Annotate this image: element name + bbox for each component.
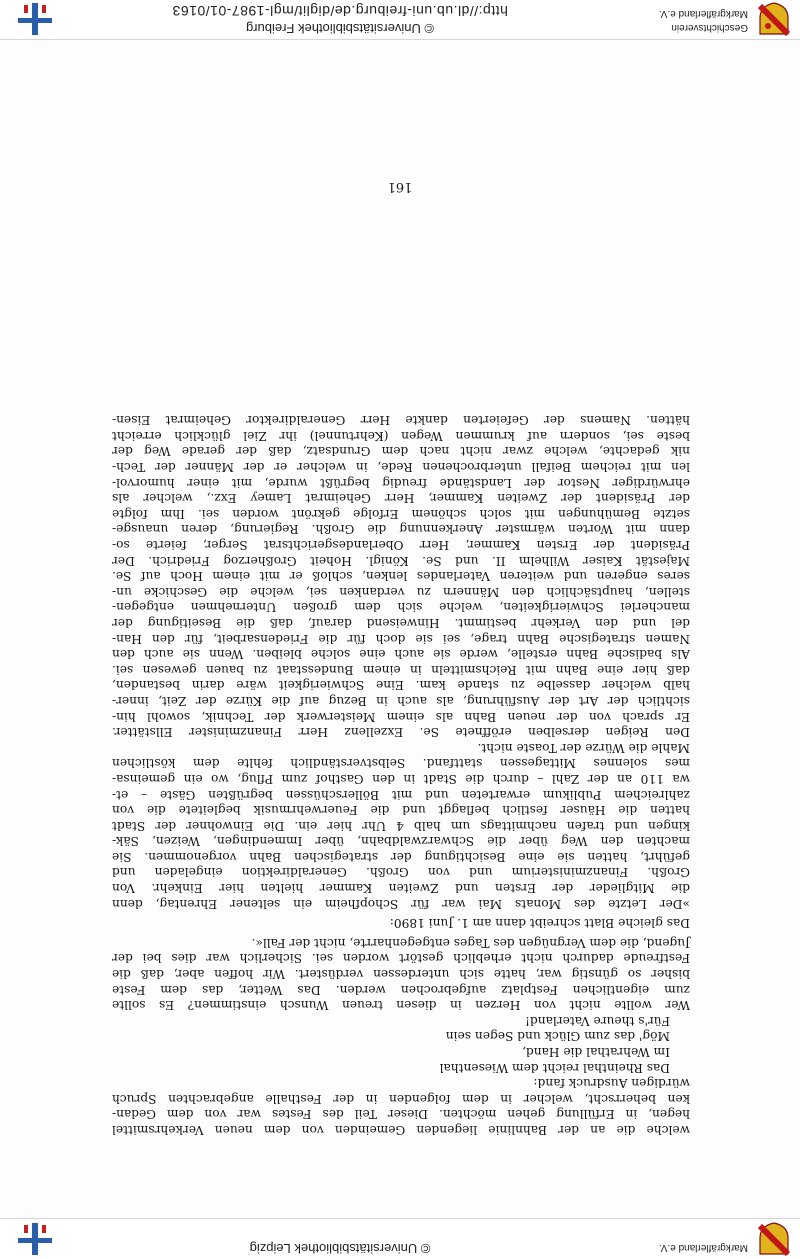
text-line: Den Reigen derselben eröffnete Se. Exzellenz Herr Finanzminister Ellstätter. — [112, 725, 690, 740]
text-line: beste sei, sondern auf krummen Wegen (Kehrtunnel) ihr Ziel glücklich erreicht — [112, 428, 690, 443]
text-line: Er sprach von der neuen Bahn als einem Meisterwerk der Technik, sowohl hin- — [112, 709, 690, 724]
society-line-1: Geschichtsverein — [671, 22, 748, 33]
text-line: Majestät Kaiser Wilhelm II. und Se. Königl. Hoheit Großherzog Friedrich. Der — [112, 553, 690, 568]
text-line: dann mit Worten wärmster Anerkennung die Großh. Regierung, deren unausge- — [112, 522, 690, 537]
text-line: hätten. Namens der Gefeierten dankte Herr Generaldirektor Geheimrat Eisen- — [112, 413, 690, 428]
text-line: machten den Weg über die Schwarzwaldbahn, über Immendingen, Weizen, Säk- — [112, 834, 690, 849]
text-line: geführt, hatten sie eine Besichtigung der strategischen Bahn vorgenommen. Sie — [112, 849, 690, 864]
document-body — [112, 412, 690, 1137]
verse-block — [112, 1012, 690, 1074]
text-line: würdigen Ausdruck fand: — [533, 1076, 690, 1091]
library-logo-icon — [10, 1223, 60, 1255]
library-footer-bar — [0, 1218, 800, 1259]
paragraph-2 — [112, 934, 690, 1012]
text-line: wa 110 an der Zahl – durch die Stadt in den Gasthof zum Pflug, wo ein gemeinsa- — [112, 771, 690, 786]
text-line: Präsident der Ersten Kammer, Herr Oberlandesgerichtsrat Serger, feierte so- — [112, 538, 690, 553]
verse-line: Mög' das zum Glück und Segen sein — [445, 1029, 670, 1044]
text-line: der Präsident der Zweiten Kammer, Herr Geheimrat Lamey Exz., welcher als — [112, 491, 690, 506]
text-line: Als badische Bahn erstelle, werde sie auch eine solche bleiben. Wenn sie auch den — [112, 647, 690, 662]
text-line: Wer wollte nicht von Herzen in diesen treuen Wunsch einstimmen? Es sollte — [112, 998, 690, 1013]
text-line: ehrwürdiger Nestor der Landstände freudig begrüßt wurde, mit einer humorvol- — [112, 475, 690, 490]
text-line: del und den Verkehr bestimmt. Hinweisend darauf, daß die Beseitigung der — [112, 616, 690, 630]
text-line: setzte Bemühungen mit solch schönem Erfolge gekrönt worden sei. Ihm folgte — [112, 506, 690, 521]
text-line: kingen und trafen nachmittags um halb 4 Uhr hier ein. Die Einwohner der Stadt — [112, 818, 690, 833]
text-line: len mit reichem Beifall unterbrochenen Rede, in welcher er der Männer der Tech- — [112, 460, 690, 475]
society-name: Markgräflerland e.V. — [658, 1242, 748, 1253]
text-line: sichtlich der Art der Ausführung, als auch in Bezug auf die Kürze der Zeit, inner- — [112, 693, 690, 708]
text-line: hatten die Häuser festlich beflaggt und die Feuerwehrmusik begleitete die von — [112, 803, 690, 818]
text-line: Großh. Finanzministerium und von Großh. Generaldirektion eingeladen und — [112, 865, 690, 880]
text-line: ken beherrscht, welcher in dem folgenden in der Festhalle angebrachten Spruch — [112, 1091, 690, 1106]
society-name — [548, 6, 748, 34]
text-line: die Mitglieder der Ersten und Zweiten Kammer hielten hier Einkehr. Von — [112, 881, 690, 896]
text-line: Namen strategische Bahn trage, sei sie doch für die Friedensarbeit, für den Han- — [112, 631, 690, 646]
text-line: Das gleiche Blatt schreibt dann am 1. Juni 1890: — [389, 916, 690, 931]
text-line: seres engeren und weiteren Vaterlandes lenken, schloß er mit einem Hoch auf Se. — [112, 569, 690, 584]
text-line: zum eigentlichen Festplatz aufgebrochen werden. Das Wetter, das dem Feste — [112, 982, 690, 997]
paragraph-5 — [112, 412, 690, 739]
text-line: mancherlei Schwierigkeiten, welche sich dem großen Unternehmen entgegen- — [112, 600, 690, 615]
text-line: Mahle die Würze der Toaste nicht. — [477, 740, 690, 755]
text-line: zahlreichem Publikum erwarteten und mit Böllerschüssen begrüßten Gäste – et- — [112, 787, 690, 802]
text-line: halb welcher dasselbe zu stande kam. Eine Schwierigkeit wäre darin bestanden, — [112, 678, 690, 693]
text-line: Jugend, die dem Vergnügen des Tages entgegenharrte, nicht der Fall«. — [251, 935, 690, 950]
library-header-bar — [0, 0, 800, 40]
text-line: daß hier eine Bahn mit Reichsmitteln in einem Bundesstaat zu bauen gewesen sei. — [112, 662, 690, 677]
text-line: hegen, in Erfüllung gehen möchten. Dieser Teil des Festes war von dem Gedan- — [112, 1107, 690, 1122]
text-line: bisher so günstig war, hatte sich unterdessen verdüstert. Wir hoffen aber, daß die — [112, 967, 690, 982]
text-line: Festfreude dadurch nicht erheblich gestört worden sei. Sicherlich war dies bei der — [112, 951, 690, 966]
library-credit: © Universitätsbibliothek Leipzig — [249, 1241, 431, 1256]
society-line-2: Markgräflerland e.V. — [658, 8, 748, 19]
paragraph-1 — [112, 1075, 690, 1137]
paragraph-3 — [112, 915, 690, 931]
verse-line: Im Wehrathal die Hand, — [522, 1045, 670, 1060]
coat-of-arms-icon — [758, 2, 790, 36]
text-line: welche die an der Bahnlinie liegenden Gemeinden von dem neuen Verkehrsmittel — [112, 1123, 690, 1137]
verse-line: Das Rheinthal reicht dem Wiesenthal — [439, 1060, 670, 1075]
text-line: stellen, hauptsächlich den Männern zu verdanken sei, welche die Geschicke un- — [112, 584, 690, 599]
text-line: nik gedachte, welche zwar nicht nach dem Grundsatz, daß der gerade Weg der — [112, 444, 690, 459]
text-line: mes solennes Mittagessen stattfand. Selbstverständlich fehlte dem köstlichen — [112, 756, 690, 771]
library-logo-icon — [10, 3, 60, 35]
verse-line: Für's theure Vaterland! — [525, 1013, 670, 1028]
page-number: 161 — [387, 179, 413, 194]
paragraph-4 — [112, 739, 690, 911]
permalink-url[interactable]: http://dl.ub.uni-freiburg.de/diglit/mgl-1987-01/0163 — [172, 3, 508, 19]
library-credit: © Universitätsbibliothek Freiburg — [245, 21, 435, 36]
coat-of-arms-icon — [758, 1222, 790, 1256]
text-line: »Der Letzte des Monats Mai war für Schopfheim ein seltener Ehrentag, denn — [112, 896, 690, 911]
